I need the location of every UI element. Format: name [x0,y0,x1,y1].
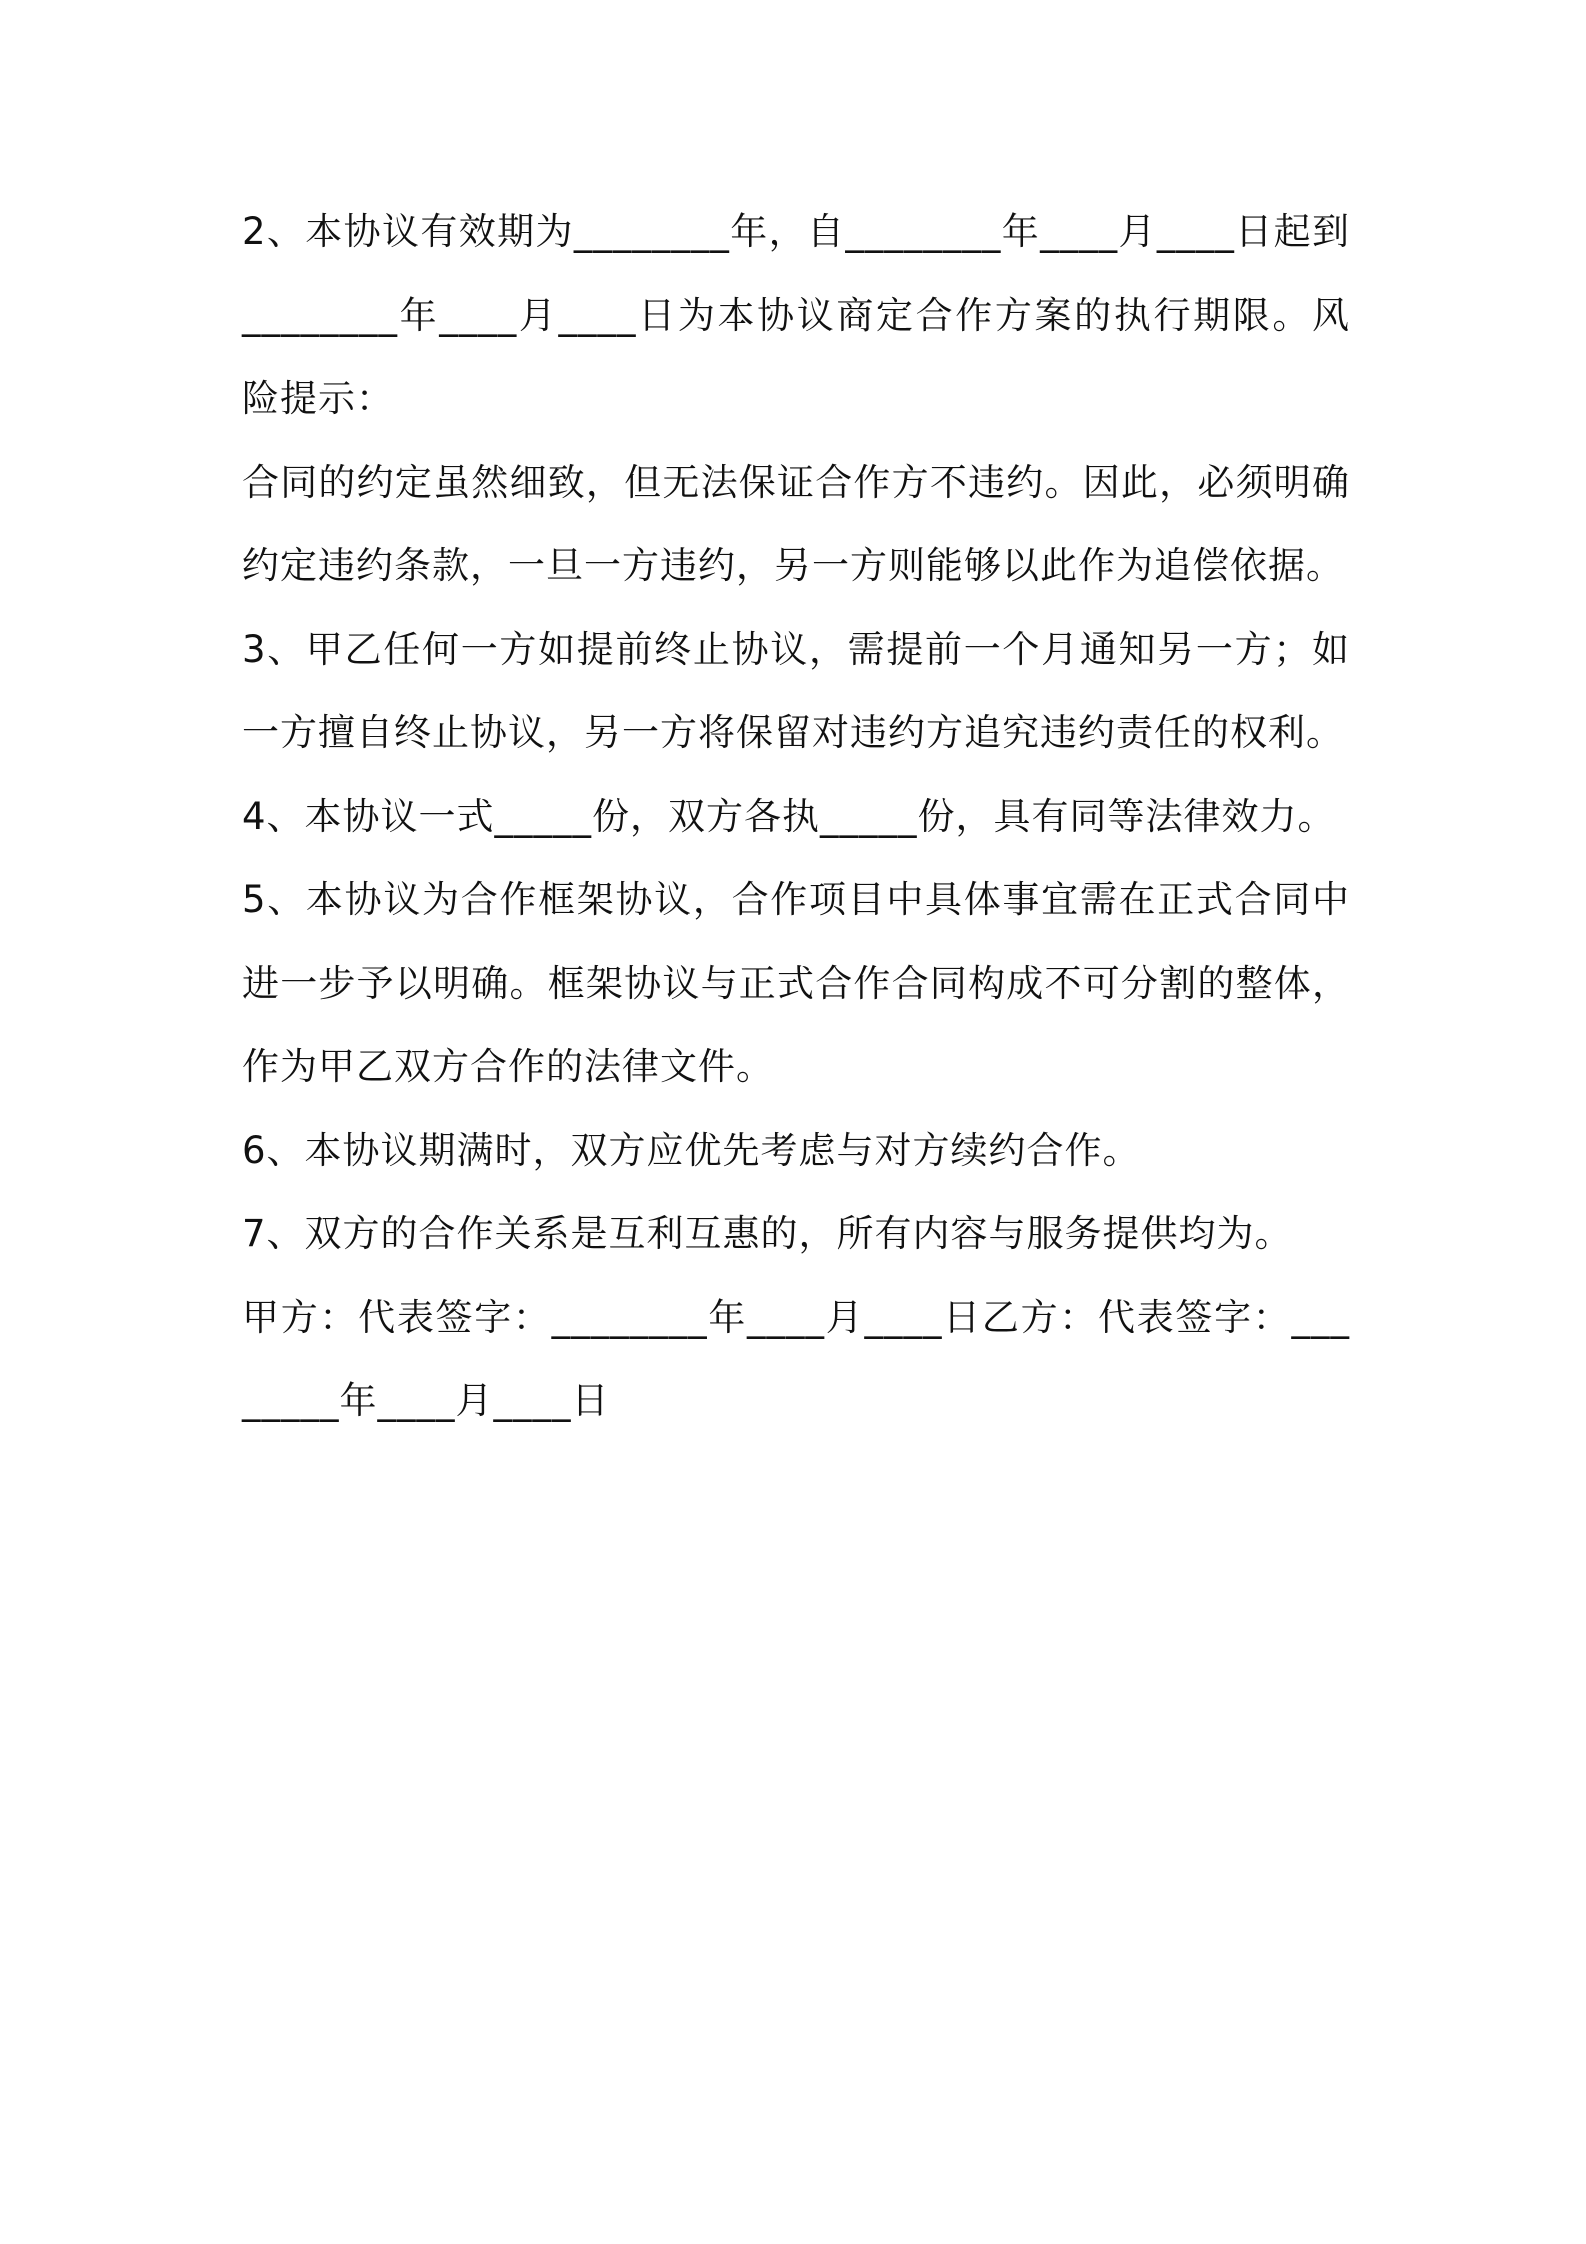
signature-line: 甲方：代表签字：________年____月____日乙方：代表签字：________年____月____日 [242,1295,1350,1422]
clause-6-renewal: 6、本协议期满时，双方应优先考虑与对方续约合作。 [242,1128,1141,1172]
clause-2-validity-period: 2、本协议有效期为________年，自________年____月____日起到________年____月____日为本协议商定合作方案的执行期限。风险提示： [242,210,1350,420]
clause-4-copies: 4、本协议一式_____份，双方各执_____份，具有同等法律效力。 [242,794,1336,838]
clause-5-framework: 5、本协议为合作框架协议，合作项目中具体事宜需在正式合同中进一步予以明确。框架协议与正式合作合同构成不可分割的整体，作为甲乙双方合作的法律文件。 [242,878,1350,1088]
clause-7-mutual-benefit: 7、双方的合作关系是互利互惠的，所有内容与服务提供均为。 [242,1212,1293,1255]
risk-notice-paragraph: 合同的约定虽然细致，但无法保证合作方不违约。因此，必须明确约定违约条款，一旦一方违约，另一方则能够以此作为追偿依据。 [242,460,1350,587]
document-body [242,190,1350,1443]
clause-3-termination: 3、甲乙任何一方如提前终止协议，需提前一个月通知另一方；如一方擅自终止协议，另一方将保留对违约方追究违约责任的权利。 [242,627,1350,754]
